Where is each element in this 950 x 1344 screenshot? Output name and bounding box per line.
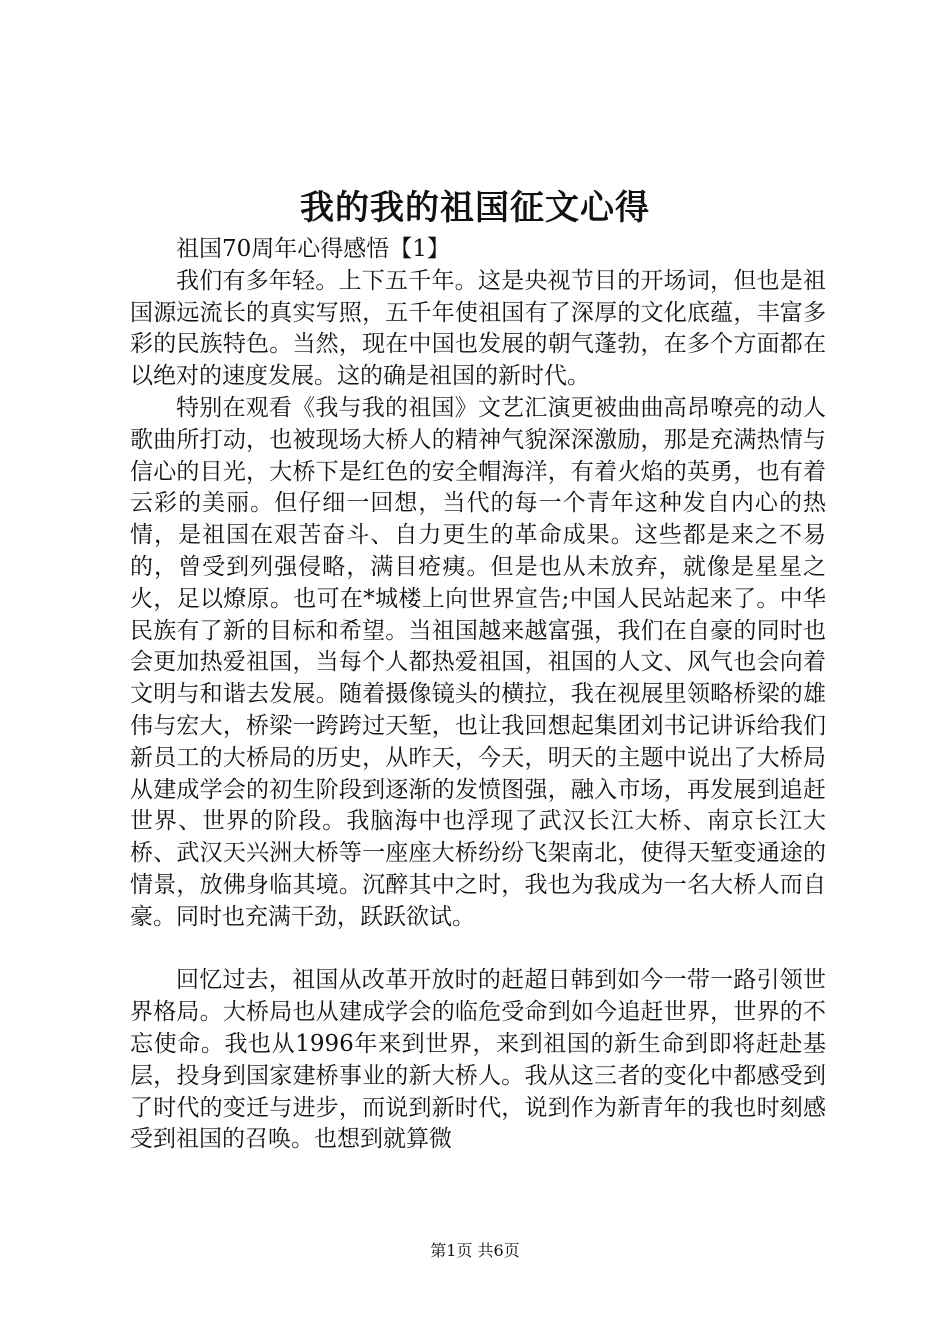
paragraph-1: 我们有多年轻。上下五千年。这是央视节目的开场词，但也是祖国源远流长的真实写照，五千年使祖国有了深厚的文化底蕴，丰富多彩的民族特色。当然，现在中国也发展的朝气蓬勃，在多个方面都在以绝对的速度发展。这的确是祖国的新时代。 (130, 267, 826, 390)
paragraph-3: 回忆过去，祖国从改革开放时的赶超日韩到如今一带一路引领世界格局。大桥局也从建成学会的临危受命到如今追赶世界，世界的不忘使命。我也从1996年来到世界，来到祖国的新生命到即将赶赴基层，投身到国家建桥事业的新大桥人。我从这三者的变化中都感受到了时代的变迁与进步，而说到新时代，说到作为新青年的我也时刻感受到祖国的召唤。也想到就算微 (130, 967, 826, 1153)
document-body (130, 234, 826, 1156)
document-title: 我的我的祖国征文心得 (300, 188, 650, 228)
section-subheading: 祖国70周年心得感悟【1】 (176, 236, 450, 262)
paragraph-2: 特别在观看《我与我的祖国》文艺汇演更被曲曲高昂嘹亮的动人歌曲所打动，也被现场大桥人的精神气貌深深激励，那是充满热情与信心的目光，大桥下是红色的安全帽海洋，有着火焰的英勇，也有着云彩的美丽。但仔细一回想，当代的每一个青年这种发自内心的热情，是祖国在艰苦奋斗、自力更生的革命成果。这些都是来之不易的，曾受到列强侵略，满目疮痍。但是也从未放弃，就像是星星之火，足以燎原。也可在*城楼上向世界宣告;中国人民站起来了。中华民族有了新的目标和希望。当祖国越来越富强，我们在自豪的同时也会更加热爱祖国，当每个人都热爱祖国，祖国的人文、风气也会向着文明与和谐去发展。随着摄像镜头的横拉，我在视展里领略桥梁的雄伟与宏大，桥梁一跨跨过天堑，也让我回想起集团刘书记讲诉给我们新员工的大桥局的历史，从昨天，今天，明天的主题中说出了大桥局从建成学会的初生阶段到逐渐的发愤图强，融入市场，再发展到追赶世界、世界的阶段。我脑海中也浮现了武汉长江大桥、南京长江大桥、武汉天兴洲大桥等一座座大桥纷纷飞架南北，使得天堑变通途的情景，放佛身临其境。沉醉其中之时，我也为我成为一名大桥人而自豪。同时也充满干劲，跃跃欲试。 (130, 394, 826, 930)
paragraph-spacer (130, 934, 826, 966)
page-footer: 第1页 共6页 (430, 1241, 520, 1260)
